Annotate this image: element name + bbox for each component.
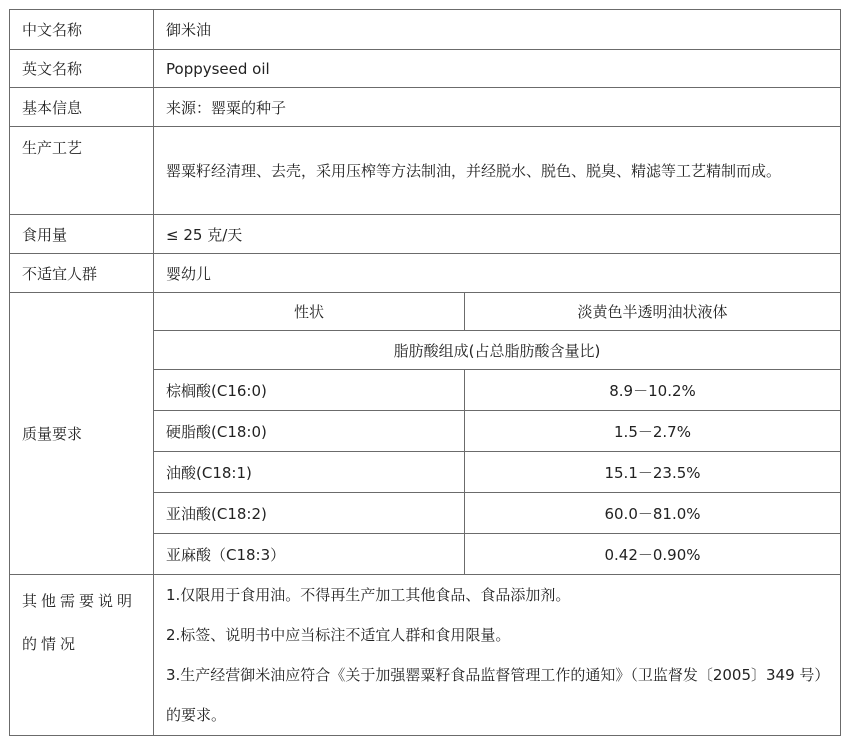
fatty-acid-name: 亚麻酸（C18:3） [154, 534, 465, 575]
row-chinese-name [10, 10, 841, 50]
other-notes [154, 575, 841, 736]
note-item: 2.标签、说明书中应当标注不适宜人群和食用限量。 [166, 626, 511, 644]
row-other [10, 575, 841, 736]
note-item: 3.生产经营御米油应符合《关于加强罂粟籽食品监督管理工作的通知》（卫监督发〔2005〕349 号）的要求。 [166, 666, 822, 724]
fatty-acid-range: 1.5－2.7% [465, 411, 841, 452]
other-label: 其他需要说明的情况 [10, 575, 154, 736]
english-name-label: 英文名称 [10, 50, 154, 88]
intake-label: 食用量 [10, 215, 154, 254]
unsuitable-label: 不适宜人群 [10, 254, 154, 293]
fatty-acid-range: 0.42－0.90% [465, 534, 841, 575]
quality-label: 质量要求 [10, 293, 154, 575]
property-value: 淡黄色半透明油状液体 [465, 293, 841, 331]
row-intake [10, 215, 841, 254]
row-unsuitable [10, 254, 841, 293]
fatty-acid-range: 8.9－10.2% [465, 370, 841, 411]
basic-info-label: 基本信息 [10, 88, 154, 127]
process-label: 生产工艺 [10, 127, 154, 215]
fatty-acid-header: 脂肪酸组成(占总脂肪酸含量比) [154, 331, 841, 370]
fatty-acid-name: 硬脂酸(C18:0) [154, 411, 465, 452]
row-process [10, 127, 841, 215]
chinese-name-label: 中文名称 [10, 10, 154, 50]
process-value: 罂粟籽经清理、去壳，采用压榨等方法制油，并经脱水、脱色、脱臭、精滤等工艺精制而成。 [154, 127, 841, 215]
note-item: 1.仅限用于食用油。不得再生产加工其他食品、食品添加剂。 [166, 586, 571, 604]
fatty-acid-name: 亚油酸(C18:2) [154, 493, 465, 534]
chinese-name-value: 御米油 [154, 10, 841, 50]
unsuitable-value: 婴幼儿 [154, 254, 841, 293]
row-property [10, 293, 841, 331]
product-info-table [9, 9, 841, 736]
fatty-acid-name: 棕榈酸(C16:0) [154, 370, 465, 411]
basic-info-value: 来源：罂粟的种子 [154, 88, 841, 127]
row-english-name [10, 50, 841, 88]
intake-value: ≤ 25 克/天 [154, 215, 841, 254]
english-name-value: Poppyseed oil [154, 50, 841, 88]
row-basic-info [10, 88, 841, 127]
property-label: 性状 [154, 293, 465, 331]
fatty-acid-range: 60.0－81.0% [465, 493, 841, 534]
fatty-acid-name: 油酸(C18:1) [154, 452, 465, 493]
fatty-acid-range: 15.1－23.5% [465, 452, 841, 493]
